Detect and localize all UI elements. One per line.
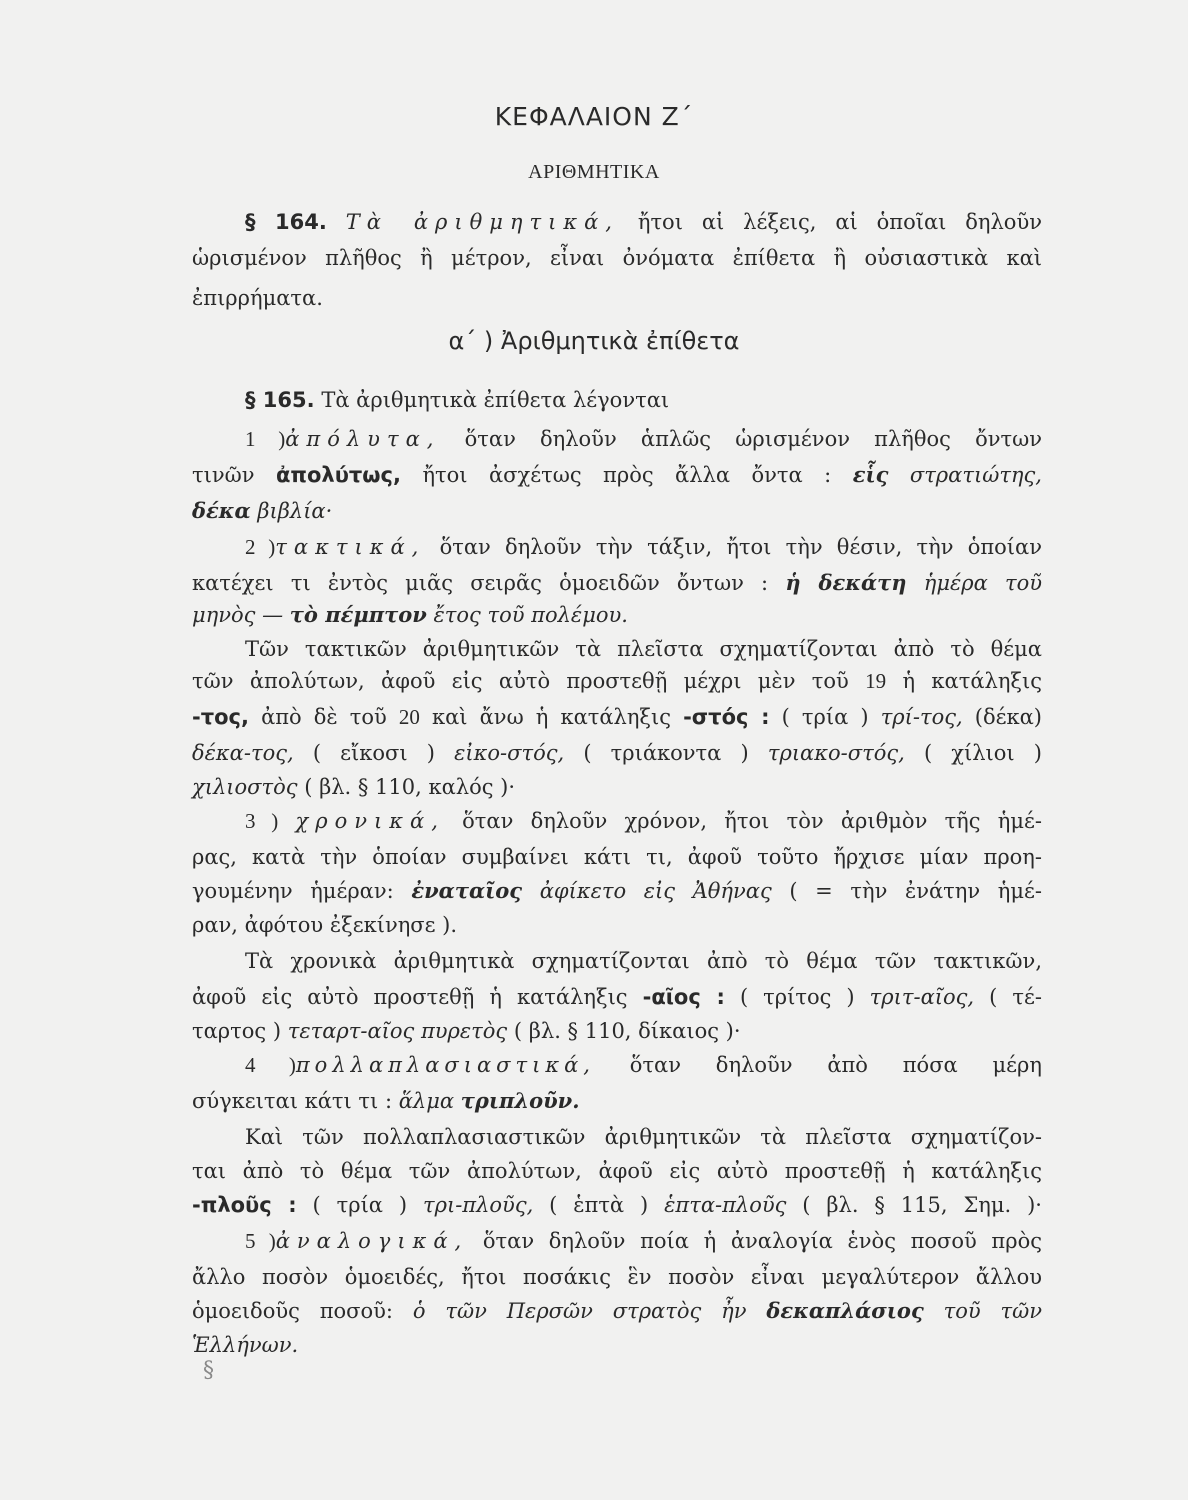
subsection-heading: α΄ ) Ἀριθμητικὰ ἐπίθετα [448, 327, 740, 355]
item-number: 2 ) [245, 535, 276, 559]
bold-example: δεκαπλάσιος [766, 1298, 924, 1323]
number: 19 [865, 669, 887, 693]
example-text: χιλιοστὸς [192, 775, 298, 799]
example-text: ἑπτα-πλοῦς [664, 1193, 787, 1217]
spaced-term: χρονικά, [295, 809, 445, 833]
text-span: ( βλ. § 115, Σημ. )· [802, 1193, 1042, 1217]
bold-term: -πλοῦς : [192, 1193, 297, 1217]
item-2-line-3 [192, 600, 1042, 630]
text-span: τινῶν [192, 463, 255, 487]
item-3-line-4: ραν, ἀφότου ἐξεκίνησε ). [192, 913, 458, 937]
item-number: 4 ) [245, 1053, 296, 1077]
text-span: ὅταν δηλοῦν ποία ἡ ἀναλογία ἑνὸς ποσοῦ πρὸς [482, 1229, 1042, 1253]
item-3-line-7 [192, 1016, 1042, 1046]
text-span: ( βλ. § 110, καλός )· [304, 775, 516, 799]
text-span: ὅταν δηλοῦν ἁπλῶς ὡρισμένον πλῆθος ὄντων [464, 427, 1042, 451]
text-span: γουμένην ἡμέραν: [192, 879, 394, 903]
text-span: ἤτοι ἀσχέτως πρὸς ἄλλα ὄντα : [422, 463, 832, 487]
section-title: ΑΡΙΘΜΗΤΙΚΑ [528, 161, 660, 183]
example-text: μηνὸς — [192, 603, 284, 627]
text-span: ( τριάκοντα ) [583, 741, 749, 765]
text-span: Τὰ ἀριθμητικὰ ἐπίθετα λέγονται [321, 388, 670, 412]
example-text: ἀφίκετο εἰς Ἀθήνας [539, 879, 772, 903]
item-2-line-7 [192, 738, 1042, 768]
bold-example: τὸ πέμπτον [289, 602, 427, 627]
item-1-line-1 [245, 424, 1042, 454]
section-number: § 165. [245, 388, 315, 412]
text-span: ( βλ. § 110, δίκαιος )· [513, 1019, 741, 1043]
paragraph-164-line-2: ὡρισμένον πλῆθος ἢ μέτρον, εἶναι ὀνόματα ἐπίθετα ἢ οὐσιαστικὰ καὶ [192, 246, 1042, 270]
item-4-line-2 [192, 1086, 1042, 1116]
item-3-line-6 [192, 982, 1042, 1012]
chapter-heading: ΚΕΦΑΛΑΙΟΝ Ζ΄ [494, 102, 694, 131]
text-span: ὅταν δηλοῦν χρόνον, ἤτοι τὸν ἀριθμὸν τῆς ἡμέ- [462, 809, 1042, 833]
example-text: τεταρτ-αῖος πυρετὸς [287, 1019, 508, 1043]
text-span: τῶν ἀπολύτων, ἀφοῦ εἰς αὐτὸ προστεθῇ μέχρι μὲν τοῦ [192, 669, 849, 693]
item-number: 1 ) [245, 427, 286, 451]
bold-example: δέκα [192, 498, 251, 523]
item-4-line-5 [192, 1190, 1042, 1220]
example-text: ὁ τῶν Περσῶν στρατὸς ἦν [412, 1299, 747, 1323]
text-span: ( ἑπτὰ ) [549, 1193, 649, 1217]
item-3-line-3 [192, 876, 1042, 906]
example-text: βιβλία· [257, 499, 333, 523]
bold-example: τριπλοῦν. [460, 1088, 580, 1113]
item-5-line-3 [192, 1296, 1042, 1326]
number: 20 [398, 705, 420, 729]
example-text: τριτ-αῖος, [869, 985, 975, 1009]
text-span: κατέχει τι ἐντὸς μιᾶς σειρᾶς ὁμοειδῶν ὄντων : [192, 571, 769, 595]
text-span: ἀφοῦ εἰς αὐτὸ προστεθῇ ἡ κατάληξις [192, 985, 628, 1009]
text-span: ἡ κατάληξις [902, 669, 1042, 693]
example-text: ἔτος τοῦ πολέμου. [433, 603, 628, 627]
text-span: ( = τὴν ἐνάτην ἡμέ- [789, 879, 1042, 903]
text-span: καὶ ἄνω ἡ κατάληξις [432, 705, 671, 729]
example-text: ἅλμα [398, 1089, 455, 1113]
text-span: ἤτοι αἱ λέξεις, αἱ ὁποῖαι δηλοῦν [637, 210, 1042, 234]
bold-term: ἀπολύτως, [275, 463, 401, 487]
bold-example: εἷς [852, 462, 889, 487]
item-2-line-1 [245, 532, 1042, 562]
text-span: ὅταν δηλοῦν τὴν τάξιν, ἤτοι τὴν θέσιν, τὴν ὁποίαν [439, 535, 1042, 559]
example-text: Ἑλλήνων. [192, 1333, 299, 1357]
text-span: ( χίλιοι ) [923, 741, 1042, 765]
text-span: ( τέ- [989, 985, 1042, 1009]
item-2-line-6 [192, 702, 1042, 732]
margin-section-mark: § [203, 1358, 214, 1383]
example-text: δέκα-τος, [192, 741, 294, 765]
item-2-line-2 [192, 568, 1042, 598]
example-text: εἰκο-στός, [454, 741, 565, 765]
paragraph-164-line-3: ἐπιρρήματα. [192, 286, 323, 310]
item-3-line-2: ρας, κατὰ τὴν ὁποίαν συμβαίνει κάτι τι, ἀφοῦ τοῦτο ἤρχισε μίαν προη- [192, 845, 1042, 869]
example-text: τριακο-στός, [767, 741, 905, 765]
text-span: ταρτος ) [192, 1019, 282, 1043]
text-span: σύγκειται κάτι τι : [192, 1089, 393, 1113]
section-number: § 164. [245, 210, 327, 234]
example-text: τρι-πλοῦς, [423, 1193, 534, 1217]
spaced-term: τακτικά, [275, 535, 426, 559]
item-2-line-8 [192, 772, 1042, 802]
spaced-term: ἀπόλυτα, [285, 427, 441, 451]
item-3-line-5: Τὰ χρονικὰ ἀριθμητικὰ σχηματίζονται ἀπὸ τὸ θέμα τῶν τακτικῶν, [245, 949, 1042, 973]
spaced-term: ἀναλογικά, [275, 1229, 469, 1253]
example-text: στρατιώτης, [909, 463, 1042, 487]
text-span: ( εἴκοσι ) [312, 741, 435, 765]
example-text: ἡμέρα τοῦ [923, 571, 1043, 595]
text-span: ( τρία ) [312, 1193, 408, 1217]
item-4-line-4: ται ἀπὸ τὸ θέμα τῶν ἀπολύτων, ἀφοῦ εἰς αὐτὸ προστεθῇ ἡ κατάληξις [192, 1159, 1042, 1183]
text-span: ἀπὸ δὲ τοῦ [261, 705, 387, 729]
bold-example: ἡ δεκάτη [785, 570, 907, 595]
item-5-line-1 [245, 1226, 1042, 1256]
spaced-term: Τὰ ἀριθμητικά, [345, 210, 619, 234]
bold-term: -αῖος : [642, 985, 725, 1009]
item-4-line-1 [245, 1050, 1042, 1080]
item-number: 5 ) [245, 1229, 276, 1253]
item-2-line-4: Τῶν τακτικῶν ἀριθμητικῶν τὰ πλεῖστα σχηματίζονται ἀπὸ τὸ θέμα [245, 637, 1042, 661]
text-span: ὅταν δηλοῦν ἀπὸ πόσα μέρη [629, 1053, 1042, 1077]
spaced-term: πολλαπλασιαστικά, [295, 1053, 595, 1077]
text-span: (δέκα) [974, 705, 1042, 729]
item-5-line-2: ἄλλο ποσὸν ὁμοειδές, ἤτοι ποσάκις ἓν ποσὸν εἶναι μεγαλύτερον ἄλλου [192, 1265, 1042, 1289]
text-span: ὁμοειδοῦς ποσοῦ: [192, 1299, 393, 1323]
example-text: τρί-τος, [880, 705, 963, 729]
example-text: τοῦ τῶν [943, 1299, 1043, 1323]
bold-term: -στός : [683, 705, 770, 729]
item-number: 3 ) [245, 809, 279, 833]
bold-example: ἐναταῖος [411, 878, 523, 903]
item-2-line-5 [192, 666, 1042, 696]
text-span: ( τρία ) [781, 705, 869, 729]
item-5-line-4 [192, 1330, 1042, 1360]
text-span: ( τρίτος ) [739, 985, 855, 1009]
item-3-line-1 [245, 806, 1042, 836]
paragraph-164-line-1 [245, 207, 1042, 237]
paragraph-165-line-1 [245, 385, 1095, 415]
bold-term: -τος, [192, 705, 249, 729]
item-1-line-2 [192, 460, 1042, 490]
item-4-line-3: Καὶ τῶν πολλαπλασιαστικῶν ἀριθμητικῶν τὰ πλεῖστα σχηματίζον- [245, 1125, 1042, 1149]
item-1-line-3 [192, 496, 1042, 526]
